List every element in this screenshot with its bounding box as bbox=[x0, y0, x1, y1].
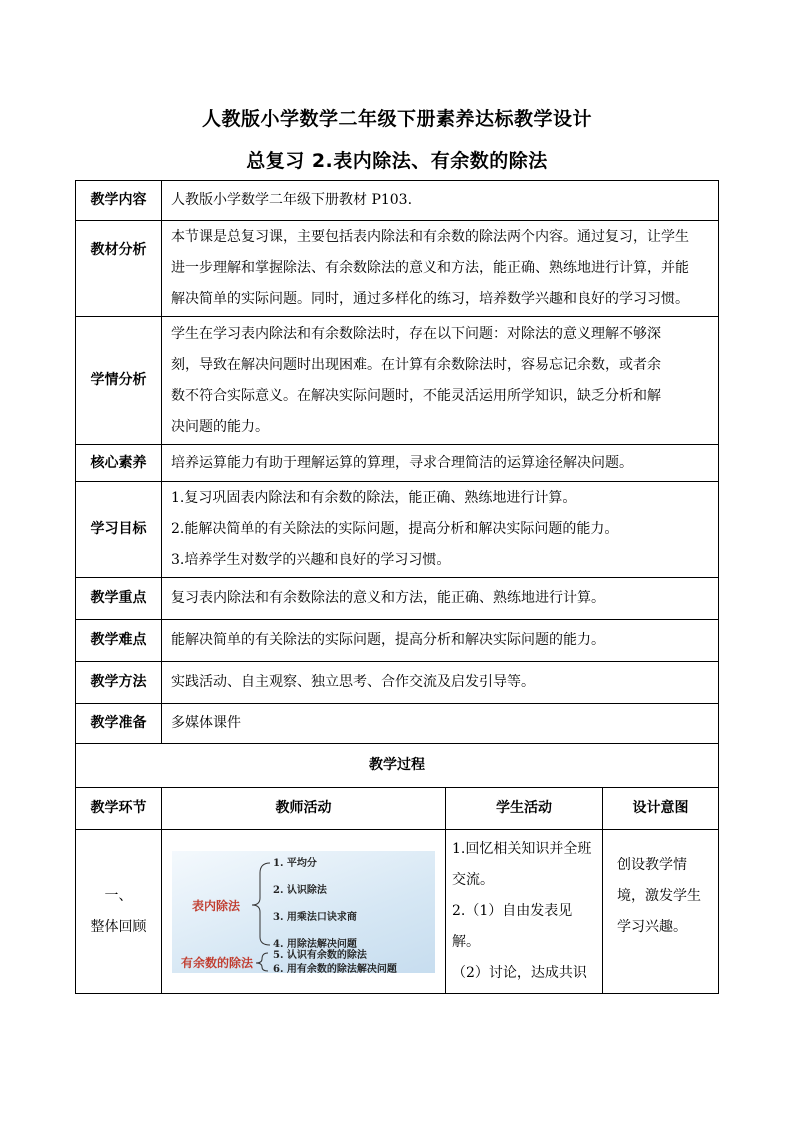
review-item: 1. 平均分 bbox=[273, 857, 317, 869]
column-intent: 设计意图 bbox=[603, 788, 719, 830]
value-literacy: 培养运算能力有助于理解运算的算理，寻求合理简洁的运算途径解决问题。 bbox=[162, 445, 719, 482]
row-prep bbox=[76, 704, 719, 744]
column-stage: 教学环节 bbox=[76, 788, 162, 830]
label-content: 教学内容 bbox=[76, 181, 162, 221]
row-process-columns bbox=[76, 788, 719, 830]
value-goals: 1.复习巩固表内除法和有余数的除法，能正确、熟练地进行计算。 2.能解决简单的有关除法的实际问题，提高分析和解决实际问题的能力。 3.培养学生对数学的兴趣和良好的学习习惯。 bbox=[162, 482, 719, 578]
value-key: 复习表内除法和有余数除法的意义和方法，能正确、熟练地进行计算。 bbox=[162, 578, 719, 620]
stage-cell bbox=[76, 830, 162, 994]
design-intent-cell: 创设教学情 境，激发学生 学习兴趣。 bbox=[603, 830, 719, 994]
row-content bbox=[76, 181, 719, 221]
stage-title: 整体回顾 bbox=[90, 918, 147, 935]
row-process-heading bbox=[76, 744, 719, 788]
column-teacher: 教师活动 bbox=[162, 788, 446, 830]
value-prep: 多媒体课件 bbox=[162, 704, 719, 744]
label-students: 学情分析 bbox=[76, 317, 162, 445]
review-diagram bbox=[172, 851, 435, 973]
review-item: 4. 用除法解决问题 bbox=[273, 938, 357, 950]
value-content: 人教版小学数学二年级下册教材 P103. bbox=[162, 181, 719, 221]
row-difficult bbox=[76, 620, 719, 662]
row-stage-1 bbox=[76, 830, 719, 994]
value-difficult: 能解决简单的有关除法的实际问题，提高分析和解决实际问题的能力。 bbox=[162, 620, 719, 662]
label-key: 教学重点 bbox=[76, 578, 162, 620]
label-prep: 教学准备 bbox=[76, 704, 162, 744]
review-item: 6. 用有余数的除法解决问题 bbox=[273, 963, 397, 975]
label-difficult: 教学难点 bbox=[76, 620, 162, 662]
value-method: 实践活动、自主观察、独立思考、合作交流及启发引导等。 bbox=[162, 662, 719, 704]
document-title: 人教版小学数学二年级下册素养达标教学设计 bbox=[201, 108, 592, 130]
row-analysis bbox=[76, 221, 719, 317]
category-table-division: 表内除法 bbox=[192, 898, 241, 913]
label-literacy: 核心素养 bbox=[76, 445, 162, 482]
row-literacy bbox=[76, 445, 719, 482]
row-key bbox=[76, 578, 719, 620]
stage-number: 一、 bbox=[104, 887, 133, 904]
label-method: 教学方法 bbox=[76, 662, 162, 704]
row-method bbox=[76, 662, 719, 704]
review-item: 5. 认识有余数的除法 bbox=[273, 949, 367, 961]
value-students: 学生在学习表内除法和有余数除法时，存在以下问题：对除法的意义理解不够深 刻，导致在解决问题时出现困难。在计算有余数除法时，容易忘记余数，或者余 数不符合实际意义。在解决实际问题时，不能灵活运用所学知识，缺乏分析和解 决问题的能力。 bbox=[162, 317, 719, 445]
document-subtitle: 总复习 2.表内除法、有余数的除法 bbox=[246, 150, 548, 172]
row-students bbox=[76, 317, 719, 445]
review-item: 2. 认识除法 bbox=[273, 884, 327, 896]
row-goals bbox=[76, 482, 719, 578]
lesson-plan-table bbox=[75, 180, 719, 994]
column-student: 学生活动 bbox=[446, 788, 603, 830]
category-remainder-division: 有余数的除法 bbox=[181, 955, 254, 970]
value-analysis: 本节课是总复习课，主要包括表内除法和有余数的除法两个内容。通过复习，让学生 进一步理解和掌握除法、有余数除法的意义和方法，能正确、熟练地进行计算，并能 解决简单的实际问题。同时，通过多样化的练习，培养数学兴趣和良好的学习习惯。 bbox=[162, 221, 719, 317]
student-activity-cell: 1.回忆相关知识并全班 交流。 2.（1）自由发表见解。 （2）讨论，达成共识 bbox=[446, 830, 603, 994]
label-analysis: 教材分析 bbox=[76, 221, 162, 317]
process-heading: 教学过程 bbox=[76, 744, 719, 788]
teacher-activity-cell bbox=[162, 830, 446, 994]
label-goals: 学习目标 bbox=[76, 482, 162, 578]
review-item: 3. 用乘法口诀求商 bbox=[273, 911, 357, 923]
